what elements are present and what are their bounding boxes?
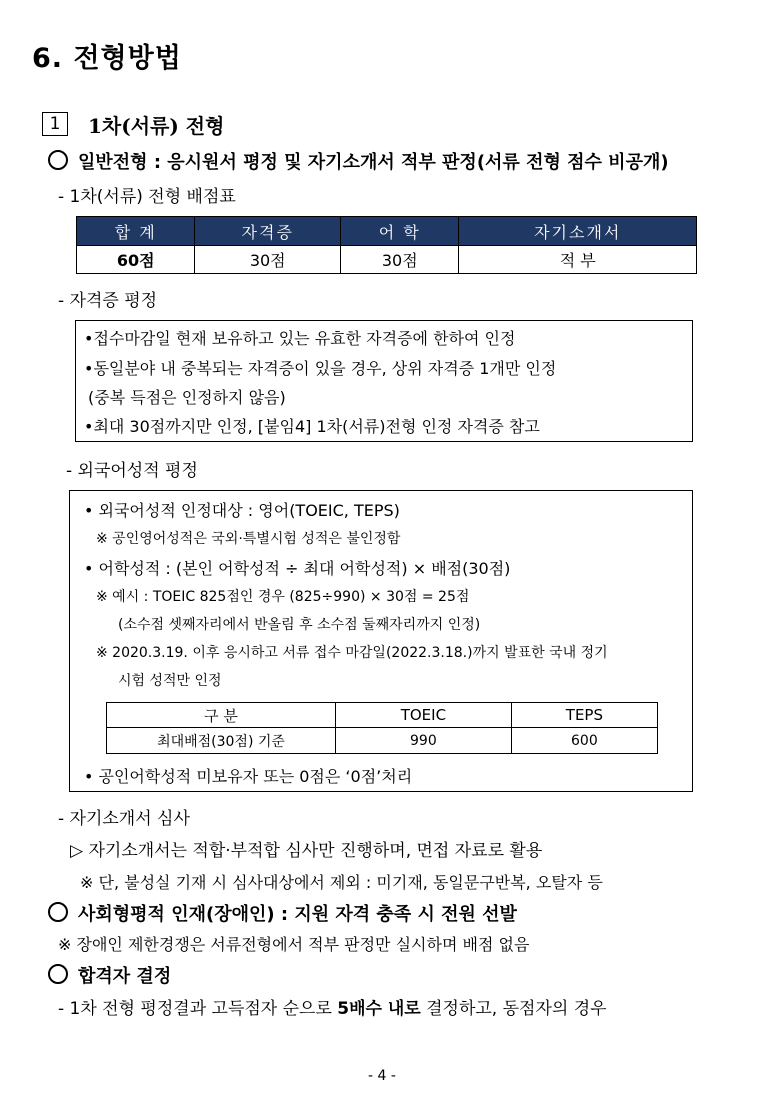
pass-decision-line (58, 994, 607, 1019)
lang-header-toeic: TOEIC (336, 703, 512, 728)
lang-table-header-row (107, 703, 658, 728)
page-heading: 6. 전형방법 (32, 43, 182, 74)
lang-table-row (107, 728, 658, 754)
score-lang-value: 30점 (341, 246, 459, 274)
lang-title: - 외국어성적 평정 (66, 461, 198, 481)
cert-item: •최대 30점까지만 인정, [붙임4] 1차(서류)전형 인정 자격증 참고 (84, 417, 540, 436)
score-table-row (77, 246, 697, 274)
lang-note: ※ 공인영어성적은 국외·특별시험 성적은 불인정함 (96, 531, 401, 547)
pass-decision-item (48, 962, 171, 988)
lang-formula-line: • 어학성적 : (본인 어학성적 ÷ 최대 어학성적) × 배점(30점) (84, 559, 511, 578)
social-equity-title: 사회형평적 인재(장애인) : 지원 자격 충족 시 전원 선발 (78, 904, 517, 925)
score-header-intro: 자기소개서 (459, 217, 697, 246)
pass-decision-title: 합격자 결정 (78, 966, 172, 987)
score-cert-value: 30점 (195, 246, 341, 274)
cert-item: (중복 득점은 인정하지 않음) (88, 388, 286, 407)
social-equity-note: ※ 장애인 제한경쟁은 서류전형에서 적부 판정만 실시하며 배점 없음 (58, 935, 530, 954)
general-screening-title: 일반전형 : 응시원서 평정 및 자기소개서 적부 판정(서류 전형 점수 비공개) (78, 152, 669, 173)
pass-line-start: - 1차 전형 평정결과 고득점자 순으로 (58, 999, 338, 1019)
score-intro-value: 적 부 (459, 246, 697, 274)
pass-line-bold: 5배수 내로 (337, 999, 421, 1019)
lang-row-toeic: 990 (336, 728, 512, 754)
cert-item: •접수마감일 현재 보유하고 있는 유효한 자격증에 한하여 인정 (84, 329, 516, 348)
section-title: 1차(서류) 전형 (88, 114, 225, 138)
lang-row-label: 최대배점(30점) 기준 (107, 728, 336, 754)
cert-item: •동일분야 내 중복되는 자격증이 있을 경우, 상위 자격증 1개만 인정 (84, 359, 557, 378)
page-number: - 4 - (368, 1068, 396, 1084)
lang-period-note: ※ 2020.3.19. 이후 응시하고 서류 접수 마감일(2022.3.18.)까지 발표한 국내 정기 (96, 645, 608, 661)
lang-example-note-2: (소수점 셋째자리에서 반올림 후 소수점 둘째자리까지 인정) (118, 617, 481, 633)
cert-title: - 자격증 평정 (58, 291, 158, 311)
lang-period-note-2: 시험 성적만 인정 (118, 673, 222, 689)
score-header-lang: 어 학 (341, 217, 459, 246)
general-screening-item (48, 148, 669, 174)
score-table (76, 216, 697, 274)
score-table-title: - 1차(서류) 전형 배점표 (58, 187, 236, 207)
section-number-box: 1 (42, 112, 68, 136)
intro-note: ※ 단, 불성실 기재 시 심사대상에서 제외 : 미기재, 동일문구반복, 오탈자 등 (80, 873, 603, 892)
lang-row-teps: 600 (511, 728, 657, 754)
intro-title: - 자기소개서 심사 (58, 809, 190, 829)
score-total-value: 60점 (77, 246, 195, 274)
lang-example-note: ※ 예시 : TOEIC 825점인 경우 (825÷990) × 30점 = 25점 (96, 589, 470, 605)
circle-bullet-icon (48, 964, 68, 984)
lang-header-teps: TEPS (511, 703, 657, 728)
circle-bullet-icon (48, 150, 68, 170)
intro-line: ▷ 자기소개서는 적합·부적합 심사만 진행하며, 면접 자료로 활용 (70, 841, 543, 861)
circle-bullet-icon (48, 902, 68, 922)
score-table-header-row (77, 217, 697, 246)
lang-table (106, 702, 658, 754)
lang-header-category: 구 분 (107, 703, 336, 728)
score-header-cert: 자격증 (195, 217, 341, 246)
pass-line-end: 결정하고, 동점자의 경우 (420, 999, 607, 1019)
lang-target-line: • 외국어성적 인정대상 : 영어(TOEIC, TEPS) (84, 501, 400, 520)
lang-zero-line: • 공인어학성적 미보유자 또는 0점은 ‘0점’처리 (84, 767, 413, 786)
score-header-total: 합 계 (77, 217, 195, 246)
social-equity-item (48, 900, 517, 926)
